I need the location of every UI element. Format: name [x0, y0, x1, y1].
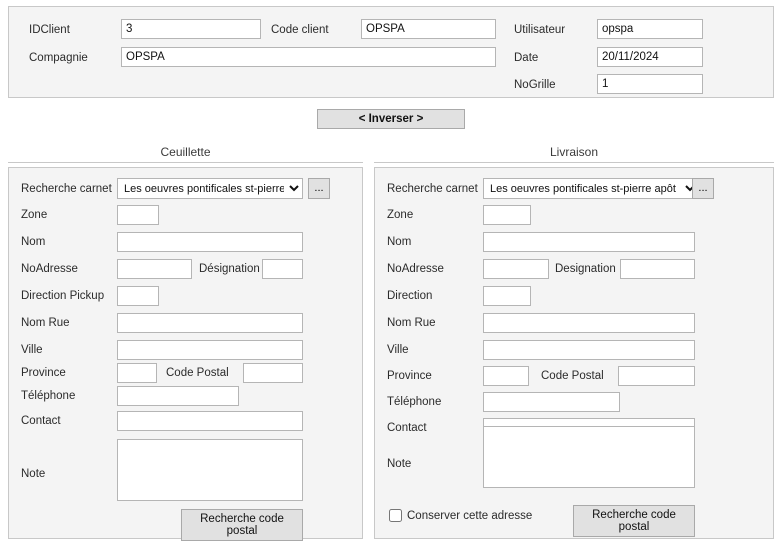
utilisateur-label: Utilisateur: [514, 24, 566, 36]
livraison-noadresse-label: NoAdresse: [387, 263, 444, 275]
ceuillette-ville-input[interactable]: [117, 340, 303, 360]
livraison-direction-input[interactable]: [483, 286, 531, 306]
nogrille-label: NoGrille: [514, 79, 556, 91]
livraison-note-label: Note: [387, 458, 412, 470]
compagnie-label: Compagnie: [29, 52, 88, 64]
date-input[interactable]: [597, 47, 703, 67]
livraison-telephone-label: Téléphone: [387, 396, 442, 408]
ceuillette-zone-input[interactable]: [117, 205, 159, 225]
ceuillette-codepostal-label: Code Postal: [166, 367, 229, 379]
compagnie-input[interactable]: [121, 47, 496, 67]
ceuillette-zone-label: Zone: [21, 209, 48, 221]
ceuillette-recherche-carnet-select[interactable]: [117, 178, 303, 199]
ceuillette-form-panel: [8, 167, 363, 539]
livraison-designation-input[interactable]: [620, 259, 695, 279]
livraison-noadresse-input[interactable]: [483, 259, 549, 279]
ceuillette-divider: [8, 162, 363, 163]
ceuillette-direction-label: Direction Pickup: [21, 290, 105, 302]
ceuillette-recherche-code-postal-button[interactable]: Recherche code postal: [181, 509, 303, 541]
livraison-codepostal-label: Code Postal: [541, 370, 604, 382]
ceuillette-note-label: Note: [21, 468, 46, 480]
livraison-zone-input[interactable]: [483, 205, 531, 225]
ceuillette-noadresse-label: NoAdresse: [21, 263, 78, 275]
ceuillette-noadresse-input[interactable]: [117, 259, 192, 279]
code-client-input[interactable]: [361, 19, 496, 39]
livraison-nom-label: Nom: [387, 236, 412, 248]
ceuillette-codepostal-input[interactable]: [243, 363, 303, 383]
livraison-browse-button[interactable]: ...: [692, 178, 714, 199]
ceuillette-designation-input[interactable]: [262, 259, 303, 279]
ceuillette-designation-label: Désignation: [199, 263, 260, 275]
livraison-divider: [374, 162, 774, 163]
ceuillette-contact-input[interactable]: [117, 411, 303, 431]
ceuillette-nom-label: Nom: [21, 236, 46, 248]
ceuillette-contact-label: Contact: [21, 415, 61, 427]
code-client-label: Code client: [271, 24, 329, 36]
livraison-ville-input[interactable]: [483, 340, 695, 360]
livraison-recherche-carnet-label: Recherche carnet: [387, 183, 478, 195]
livraison-codepostal-input[interactable]: [618, 366, 695, 386]
livraison-province-label: Province: [387, 370, 432, 382]
ceuillette-nom-input[interactable]: [117, 232, 303, 252]
livraison-telephone-input[interactable]: [483, 392, 620, 412]
livraison-zone-label: Zone: [387, 209, 414, 221]
livraison-ville-label: Ville: [387, 344, 409, 356]
livraison-section-title: Livraison: [549, 145, 599, 159]
ceuillette-recherche-carnet-label: Recherche carnet: [21, 183, 112, 195]
inverser-toolbar: [8, 109, 774, 129]
livraison-nomrue-label: Nom Rue: [387, 317, 436, 329]
livraison-note-textarea[interactable]: [483, 426, 695, 488]
inverser-button[interactable]: < Inverser >: [317, 109, 465, 129]
date-label: Date: [514, 52, 539, 64]
utilisateur-input[interactable]: [597, 19, 703, 39]
client-info-panel: [8, 6, 774, 98]
conserver-adresse-row[interactable]: [389, 509, 532, 522]
idclient-input[interactable]: [121, 19, 261, 39]
ceuillette-nomrue-input[interactable]: [117, 313, 303, 333]
idclient-label: IDClient: [29, 24, 70, 36]
livraison-recherche-code-postal-button[interactable]: Recherche code postal: [573, 505, 695, 537]
ceuillette-nomrue-label: Nom Rue: [21, 317, 70, 329]
livraison-nomrue-input[interactable]: [483, 313, 695, 333]
ceuillette-telephone-input[interactable]: [117, 386, 239, 406]
conserver-adresse-checkbox[interactable]: [389, 509, 402, 522]
livraison-form-panel: [374, 167, 774, 539]
ceuillette-telephone-label: Téléphone: [21, 390, 76, 402]
livraison-recherche-carnet-select[interactable]: [483, 178, 699, 199]
livraison-nom-input[interactable]: [483, 232, 695, 252]
ceuillette-province-label: Province: [21, 367, 66, 379]
ceuillette-direction-input[interactable]: [117, 286, 159, 306]
ceuillette-province-input[interactable]: [117, 363, 157, 383]
livraison-designation-label: Designation: [555, 263, 616, 275]
ceuillette-browse-button[interactable]: ...: [308, 178, 330, 199]
ceuillette-section-title: Ceuillette: [160, 145, 211, 159]
ceuillette-ville-label: Ville: [21, 344, 43, 356]
ceuillette-note-textarea[interactable]: [117, 439, 303, 501]
livraison-contact-label: Contact: [387, 422, 427, 434]
livraison-province-input[interactable]: [483, 366, 529, 386]
nogrille-input[interactable]: [597, 74, 703, 94]
livraison-direction-label: Direction: [387, 290, 433, 302]
conserver-adresse-label: Conserver cette adresse: [407, 509, 533, 522]
